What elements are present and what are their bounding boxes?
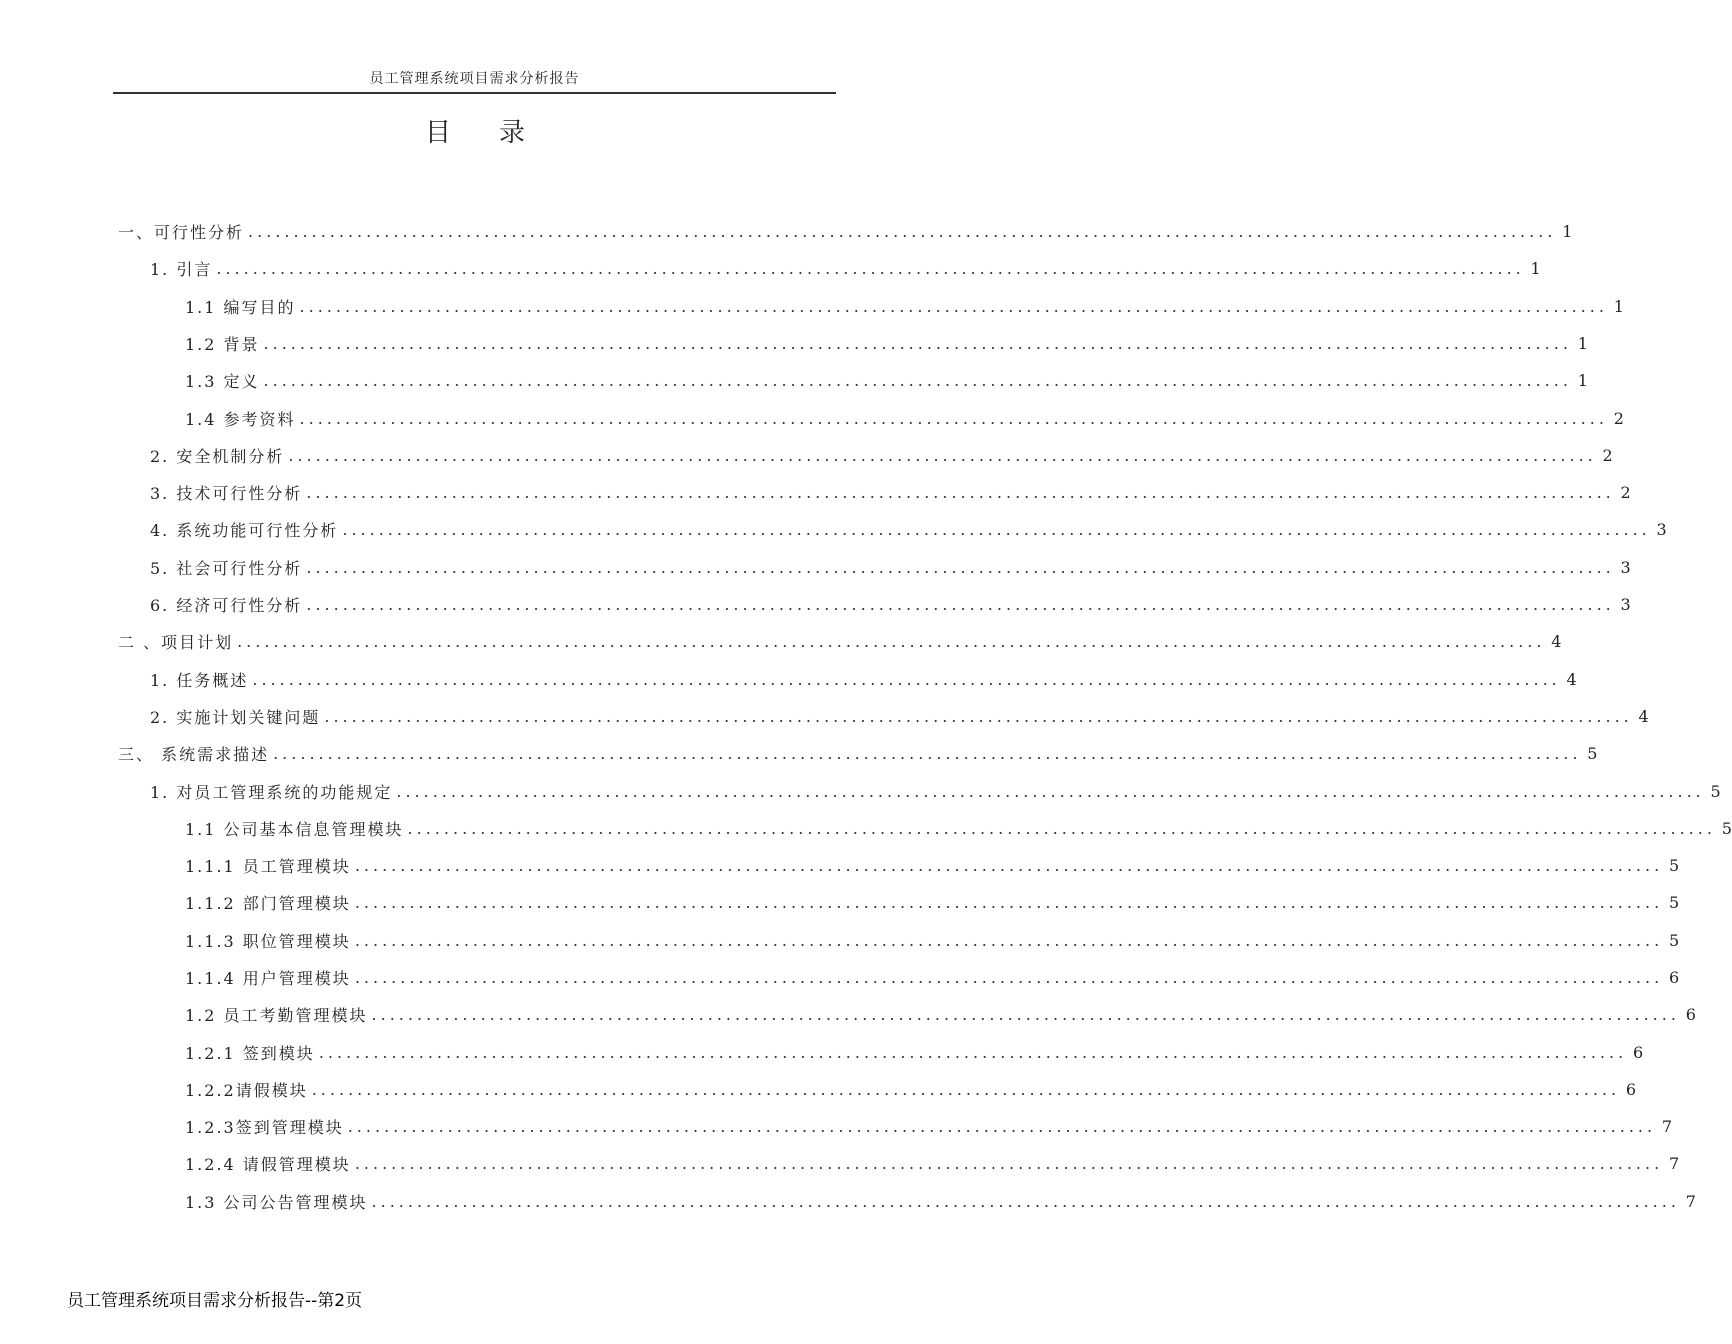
toc-entry[interactable]	[150, 440, 1613, 470]
toc-entry-label: 三、 系统需求描述	[118, 744, 270, 764]
toc-page-number: 7	[1661, 1116, 1673, 1136]
toc-entry-label: 1.4 参考资料	[185, 409, 296, 429]
toc-page-number: 6	[1685, 1004, 1696, 1024]
toc-entry-label: 1. 任务概述	[150, 670, 249, 690]
toc-dot-leader: ................................................................................................................................................	[371, 1191, 1680, 1211]
toc-entry[interactable]	[185, 1037, 1644, 1067]
toc-entry[interactable]	[185, 925, 1680, 955]
toc-page-number: 5	[1587, 743, 1598, 763]
toc-dot-leader: ................................................................................................................................................	[311, 1079, 1621, 1099]
toc-dot-leader: ................................................................................................................................................	[354, 967, 1664, 987]
toc-entry-label: 3. 技术可行性分析	[150, 483, 303, 503]
toc-dot-leader: ................................................................................................................................................	[299, 408, 1608, 428]
toc-entry[interactable]	[185, 365, 1588, 395]
toc-page-number: 3	[1620, 557, 1631, 577]
toc-entry-label: 1.1.4 用户管理模块	[185, 968, 351, 988]
toc-page-number: 5	[1721, 818, 1732, 838]
toc-entry-label: 1.3 公司公告管理模块	[185, 1192, 368, 1212]
toc-entry-label: 1.2.2请假模块	[185, 1080, 308, 1100]
toc-page-number: 2	[1602, 445, 1613, 465]
toc-dot-leader: ................................................................................................................................................	[299, 296, 1608, 316]
toc-dot-leader: ................................................................................................................................................	[396, 781, 1705, 801]
toc-page-number: 2	[1620, 482, 1631, 502]
toc-entry-label: 1.3 定义	[185, 371, 260, 391]
toc-entry-label: 1. 对员工管理系统的功能规定	[150, 782, 393, 802]
toc-dot-leader: ................................................................................................................................................	[318, 1042, 1628, 1062]
toc-entry-label: 1.2.4 请假管理模块	[185, 1154, 351, 1174]
toc-entry-label: 1.1 公司基本信息管理模块	[185, 819, 404, 839]
toc-entry-label: 1.1 编写目的	[185, 297, 296, 317]
toc-entry[interactable]	[118, 216, 1573, 246]
toc-dot-leader: ................................................................................................................................................	[347, 1116, 1657, 1136]
toc-page-number: 6	[1669, 967, 1680, 987]
toc-title: 目录	[424, 118, 573, 148]
toc-dot-leader: ................................................................................................................................................	[354, 1153, 1664, 1173]
toc-entry[interactable]	[185, 962, 1680, 992]
toc-entry[interactable]	[150, 701, 1649, 731]
toc-entry[interactable]	[150, 477, 1631, 507]
toc-dot-leader: ................................................................................................................................................	[263, 370, 1572, 390]
toc-dot-leader: ................................................................................................................................................	[306, 594, 1615, 614]
toc-page-number: 7	[1685, 1191, 1696, 1211]
toc-entry[interactable]	[118, 626, 1562, 656]
toc-page-number: 6	[1633, 1042, 1644, 1062]
toc-dot-leader: ................................................................................................................................................	[354, 930, 1664, 950]
toc-entry[interactable]	[185, 1111, 1673, 1141]
toc-dot-leader: ................................................................................................................................................	[248, 221, 1557, 241]
toc-dot-leader: ................................................................................................................................................	[354, 892, 1664, 912]
toc-entry[interactable]	[150, 589, 1631, 619]
toc-page-number: 1	[1562, 221, 1573, 241]
toc-entry[interactable]	[185, 850, 1680, 880]
toc-entry[interactable]	[185, 1148, 1680, 1178]
toc-page-number: 1	[1613, 296, 1624, 316]
toc-dot-leader: ................................................................................................................................................	[288, 445, 1597, 465]
toc-page-number: 1	[1577, 370, 1588, 390]
toc-entry[interactable]	[150, 514, 1667, 544]
toc-page-number: 4	[1551, 631, 1562, 651]
toc-entry[interactable]	[118, 738, 1598, 768]
toc-entry[interactable]	[185, 291, 1624, 321]
toc-entry-label: 4. 系统功能可行性分析	[150, 520, 339, 540]
toc-dot-leader: ................................................................................................................................................	[324, 706, 1633, 726]
toc-entry-label: 2. 实施计划关键问题	[150, 707, 321, 727]
toc-entry-label: 二 、项目计划	[118, 632, 234, 652]
header-text: 员工管理系统项目需求分析报告	[369, 71, 580, 87]
toc-entry[interactable]	[150, 552, 1631, 582]
toc-entry-label: 1.1.1 员工管理模块	[185, 856, 351, 876]
toc-page-number: 5	[1710, 781, 1721, 801]
toc-page-number: 5	[1669, 892, 1680, 912]
toc-entry[interactable]	[185, 999, 1696, 1029]
toc-page-number: 3	[1656, 519, 1667, 539]
toc-page-number: 5	[1669, 930, 1680, 950]
toc-page-number: 4	[1566, 669, 1577, 689]
toc-dot-leader: ................................................................................................................................................	[407, 818, 1716, 838]
toc-page-number: 2	[1613, 408, 1624, 428]
toc-dot-leader: ................................................................................................................................................	[354, 855, 1664, 875]
toc-entry-label: 1.2 员工考勤管理模块	[185, 1005, 368, 1025]
toc-entry-label: 1. 引言	[150, 259, 213, 279]
toc-entry-label: 6. 经济可行性分析	[150, 595, 303, 615]
toc-dot-leader: ................................................................................................................................................	[273, 743, 1582, 763]
toc-dot-leader: ................................................................................................................................................	[371, 1004, 1680, 1024]
toc-entry[interactable]	[185, 328, 1588, 358]
toc-dot-leader: ................................................................................................................................................	[306, 482, 1615, 502]
toc-dot-leader: ................................................................................................................................................	[237, 631, 1546, 651]
toc-dot-leader: ................................................................................................................................................	[306, 557, 1615, 577]
toc-page-number: 4	[1638, 706, 1649, 726]
toc-entry-label: 1.2.3签到管理模块	[185, 1117, 344, 1137]
toc-page-number: 1	[1577, 333, 1588, 353]
toc-entry[interactable]	[185, 813, 1732, 843]
toc-entry[interactable]	[150, 776, 1721, 806]
toc-entry-label: 1.1.3 职位管理模块	[185, 931, 351, 951]
toc-entry-label: 5. 社会可行性分析	[150, 558, 303, 578]
toc-page-number: 5	[1669, 855, 1680, 875]
toc-entry-label: 1.2.1 签到模块	[185, 1043, 315, 1063]
toc-entry[interactable]	[185, 1074, 1637, 1104]
toc-entry[interactable]	[150, 253, 1541, 283]
toc-page-number: 7	[1669, 1153, 1680, 1173]
toc-entry[interactable]	[150, 664, 1577, 694]
toc-entry[interactable]	[185, 887, 1680, 917]
page-header	[113, 66, 836, 94]
toc-dot-leader: ................................................................................................................................................	[252, 669, 1561, 689]
toc-entry-label: 1.1.2 部门管理模块	[185, 893, 351, 913]
toc-dot-leader: ................................................................................................................................................	[342, 519, 1651, 539]
toc-entry-label: 1.2 背景	[185, 334, 260, 354]
page-footer: 员工管理系统项目需求分析报告--第2页	[67, 1291, 363, 1311]
toc-page-number: 1	[1530, 258, 1541, 278]
toc-entry[interactable]	[185, 1186, 1696, 1216]
toc-page-number: 3	[1620, 594, 1631, 614]
toc-entry-label: 2. 安全机制分析	[150, 446, 285, 466]
toc-entry[interactable]	[185, 403, 1624, 433]
toc-dot-leader: ................................................................................................................................................	[263, 333, 1572, 353]
toc-entry-label: 一、可行性分析	[118, 222, 245, 242]
toc-page-number: 6	[1625, 1079, 1637, 1099]
toc-dot-leader: ................................................................................................................................................	[216, 258, 1525, 278]
